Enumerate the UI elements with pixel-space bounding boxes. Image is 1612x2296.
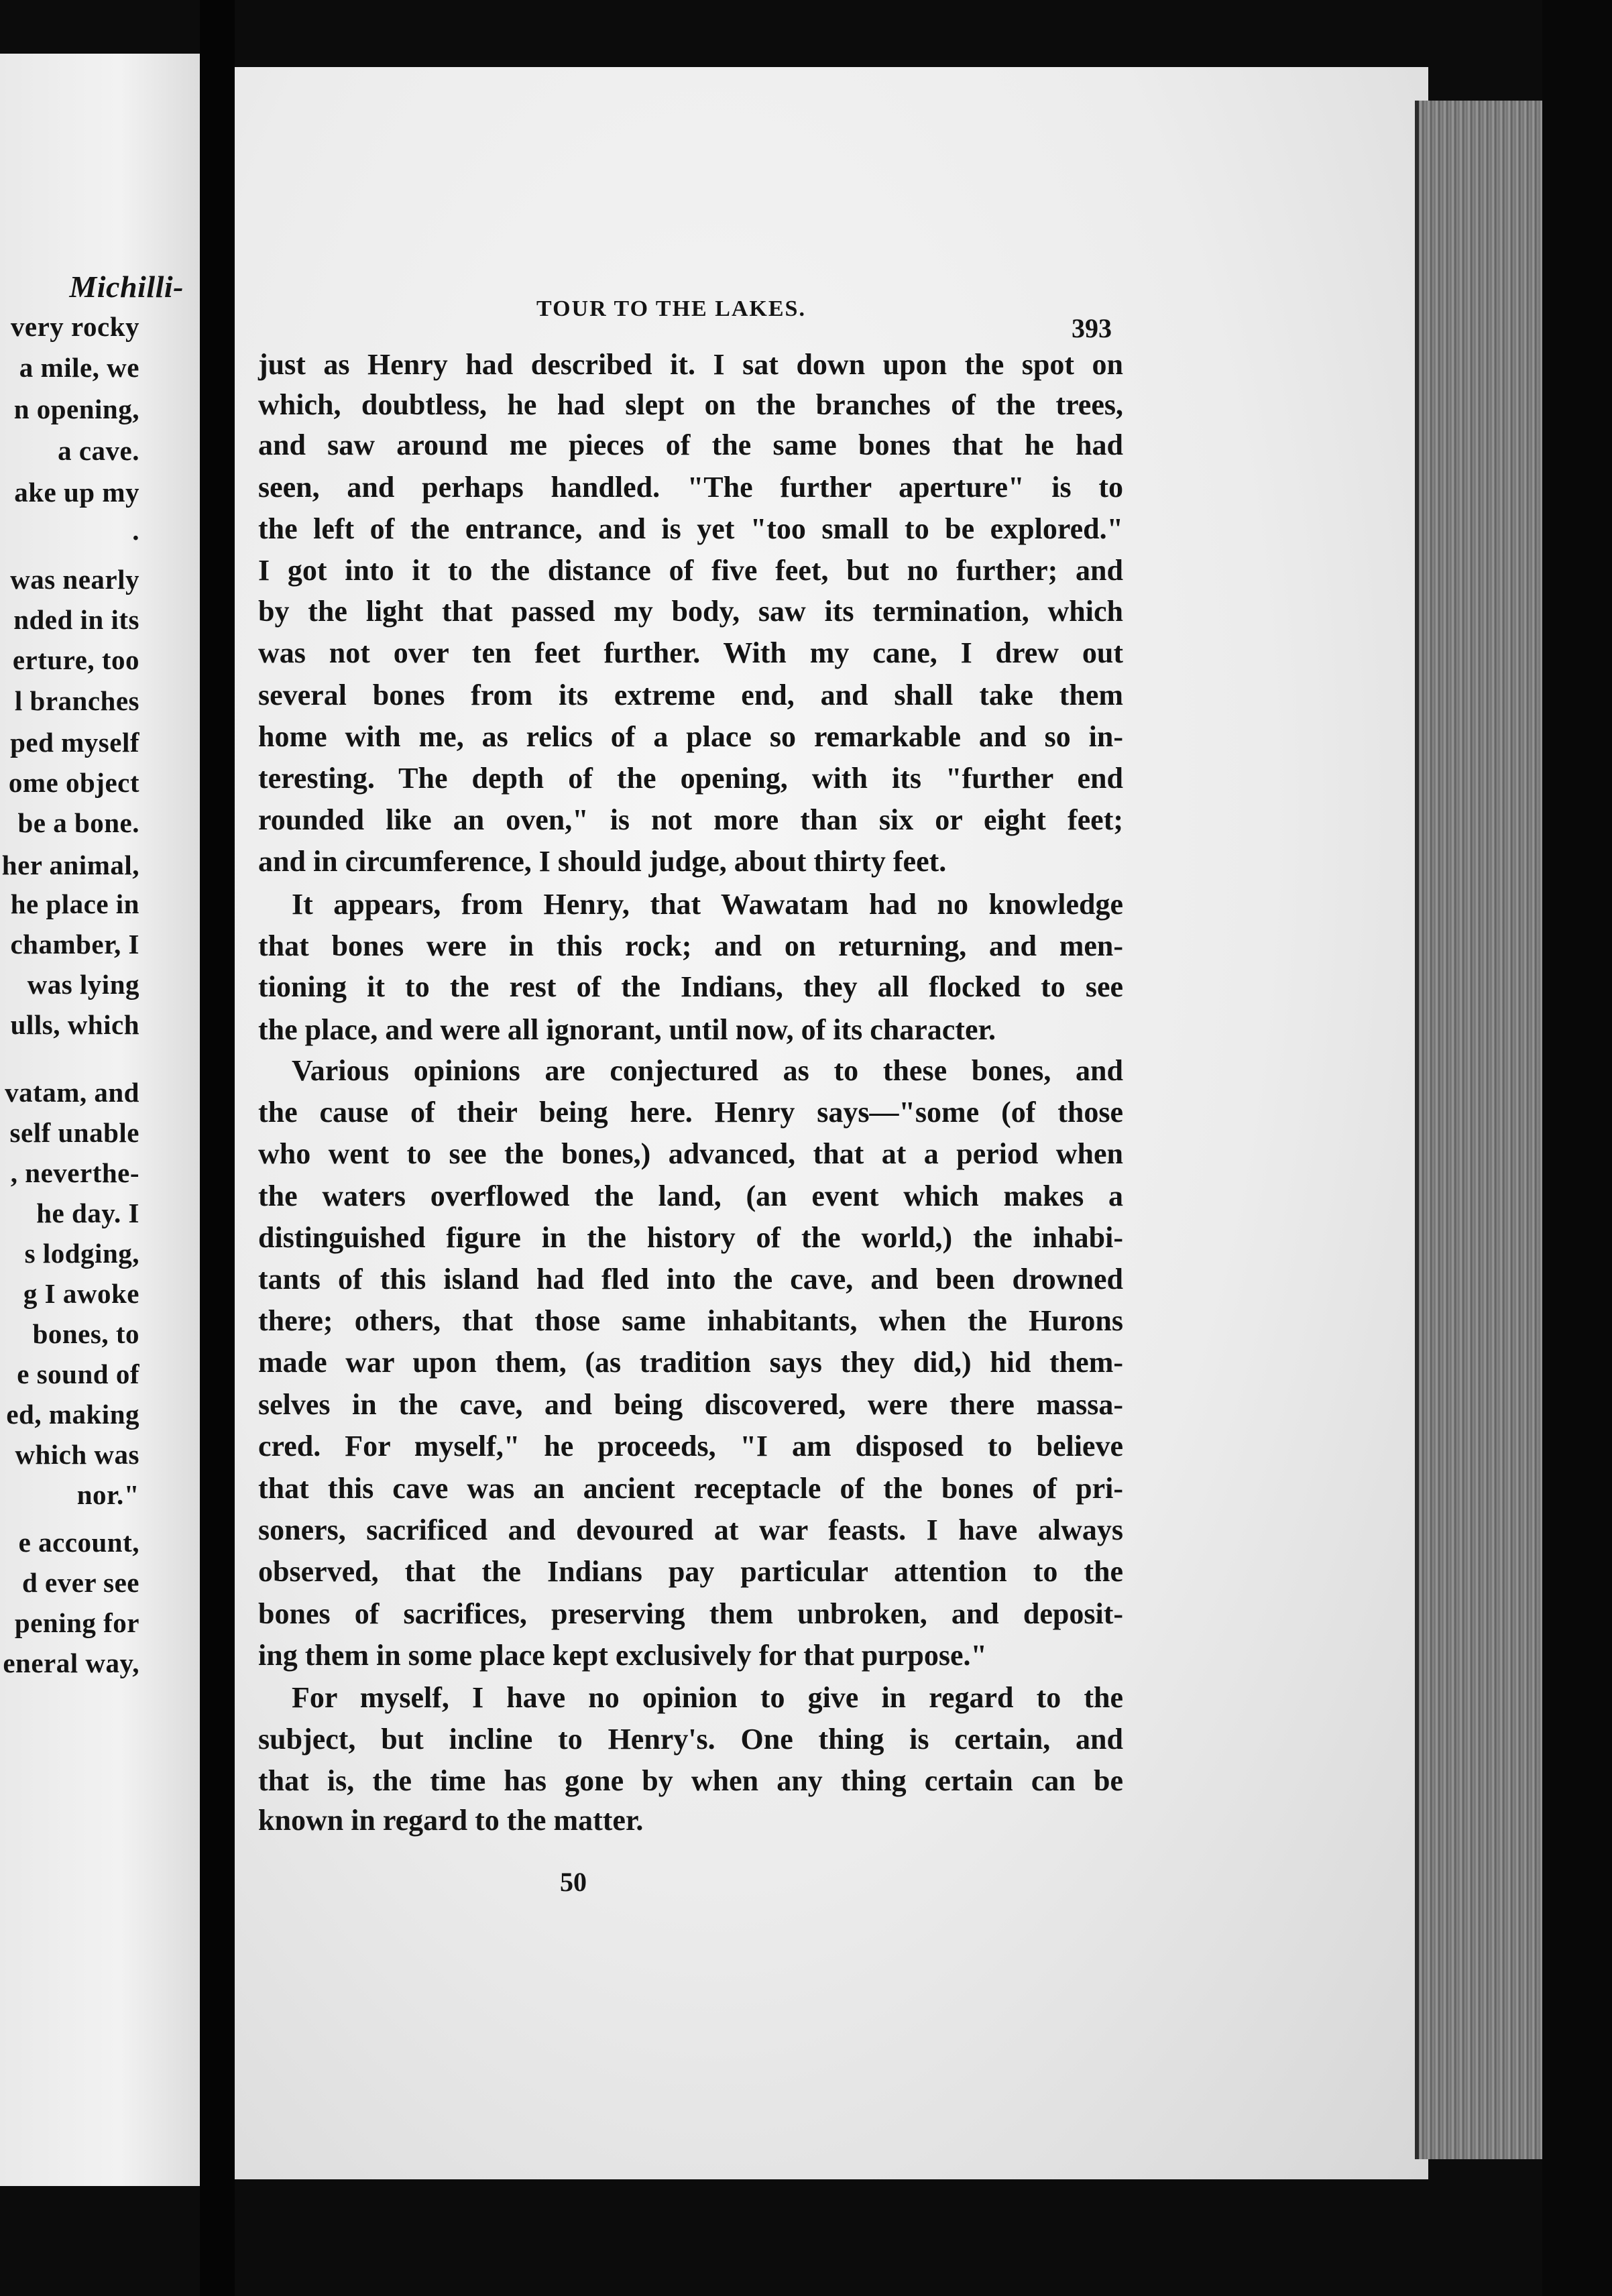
previous-page-line: a cave. (58, 435, 139, 466)
text-line: that is, the time has gone by when any thing certain can be (258, 1764, 1123, 1797)
previous-page-line: was nearly (10, 564, 139, 595)
previous-page-fragment (0, 54, 200, 2186)
text-line: rounded like an oven," is not more than six or eight feet; (258, 803, 1123, 836)
previous-page-line: . (132, 515, 139, 546)
text-line: subject, but incline to Henry's. One thing is certain, and (258, 1723, 1123, 1756)
text-line: soners, sacrificed and devoured at war feasts. I have always (258, 1513, 1123, 1546)
text-line: I got into it to the distance of five feet, but no further; and (258, 554, 1123, 587)
text-line: which, doubtless, he had slept on the branches of the trees, (258, 388, 1123, 421)
text-line: several bones from its extreme end, and shall take them (258, 679, 1123, 711)
previous-page-line: vatam, and (5, 1077, 139, 1108)
text-line: ing them in some place kept exclusively for that purpose." (258, 1639, 987, 1672)
text-line: home with me, as relics of a place so remarkable and so in- (258, 720, 1123, 753)
text-line: and in circumference, I should judge, about thirty feet. (258, 845, 947, 878)
previous-page-line: ome object (8, 767, 139, 798)
text-line: the left of the entrance, and is yet "too small to be explored." (258, 512, 1123, 545)
previous-page-line: erture, too (12, 644, 139, 675)
text-line: that this cave was an ancient receptacle of the bones of pri- (258, 1472, 1123, 1505)
text-line: selves in the cave, and being discovered, were there massa- (258, 1388, 1123, 1421)
page-number: 393 (1072, 313, 1112, 343)
text-line: cred. For myself," he proceeds, "I am disposed to believe (258, 1430, 1123, 1462)
previous-page-line: which was (15, 1439, 139, 1470)
text-line: Various opinions are conjectured as to these bones, and (292, 1054, 1123, 1087)
text-line: just as Henry had described it. I sat down upon the spot on (258, 348, 1123, 381)
text-line: tants of this island had fled into the cave, and been drowned (258, 1263, 1123, 1296)
previous-page-line: very rocky (10, 311, 139, 342)
previous-page-line: be a bone. (17, 807, 139, 838)
previous-page-line: bones, to (32, 1318, 139, 1349)
previous-page-line: g I awoke (23, 1278, 139, 1309)
previous-page-line: pening for (14, 1607, 139, 1638)
book-gutter (200, 0, 235, 2296)
text-line: observed, that the Indians pay particular attention to the (258, 1555, 1123, 1588)
previous-page-line: ed, making (6, 1399, 139, 1430)
previous-page-line: , neverthe- (10, 1157, 139, 1188)
text-line: For myself, I have no opinion to give in regard to the (292, 1681, 1123, 1714)
text-line: bones of sacrifices, preserving them unbroken, and deposit- (258, 1597, 1123, 1630)
text-line: It appears, from Henry, that Wawatam had no knowledge (292, 888, 1123, 921)
text-line: tioning it to the rest of the Indians, they all flocked to see (258, 970, 1123, 1003)
previous-page-line: her animal, (1, 850, 139, 880)
text-line: seen, and perhaps handled. "The further aperture" is to (258, 471, 1123, 504)
text-line: who went to see the bones,) advanced, that at a period when (258, 1137, 1123, 1170)
scan-background (1542, 0, 1612, 2296)
running-header: TOUR TO THE LAKES. (536, 296, 806, 321)
signature-mark: 50 (560, 1867, 587, 1897)
text-line: the waters overflowed the land, (an event which makes a (258, 1180, 1123, 1212)
previous-page-line: eneral way, (3, 1648, 139, 1678)
previous-page-line: was lying (27, 969, 139, 1000)
previous-page-line: s lodging, (24, 1238, 139, 1269)
previous-page-line: he place in (10, 888, 139, 919)
previous-page-line: ped myself (10, 727, 139, 758)
previous-page-line: ake up my (14, 477, 139, 508)
previous-page-line: ulls, which (10, 1009, 139, 1040)
text-line: distinguished figure in the history of the world,) the inhabi- (258, 1221, 1123, 1254)
previous-page-line: d ever see (21, 1567, 139, 1598)
previous-page-line: he day. I (36, 1198, 139, 1228)
previous-page-line: Michilli- (69, 270, 184, 304)
text-line: the place, and were all ignorant, until now, of its character. (258, 1013, 996, 1046)
text-line: that bones were in this rock; and on returning, and men- (258, 929, 1123, 962)
previous-page-line: nor." (76, 1479, 139, 1510)
text-line: was not over ten feet further. With my cane, I drew out (258, 636, 1123, 669)
previous-page-line: e sound of (17, 1359, 139, 1389)
previous-page-line: self unable (9, 1117, 139, 1148)
previous-page-line: chamber, I (10, 929, 139, 960)
text-line: known in regard to the matter. (258, 1804, 644, 1837)
text-line: and saw around me pieces of the same bones that he had (258, 428, 1123, 461)
previous-page-line: e account, (18, 1527, 139, 1558)
previous-page-line: n opening, (13, 394, 139, 424)
text-line: the cause of their being here. Henry says—"some (of those (258, 1096, 1123, 1129)
previous-page-line: l branches (14, 685, 139, 716)
previous-page-line: a mile, we (19, 352, 139, 383)
text-line: teresting. The depth of the opening, with its "further end (258, 762, 1123, 795)
text-line: made war upon them, (as tradition says they did,) hid them- (258, 1346, 1123, 1379)
text-line: there; others, that those same inhabitants, when the Hurons (258, 1304, 1123, 1337)
page-edges (1415, 101, 1546, 2159)
text-line: by the light that passed my body, saw its termination, which (258, 595, 1123, 628)
previous-page-line: nded in its (13, 604, 139, 635)
